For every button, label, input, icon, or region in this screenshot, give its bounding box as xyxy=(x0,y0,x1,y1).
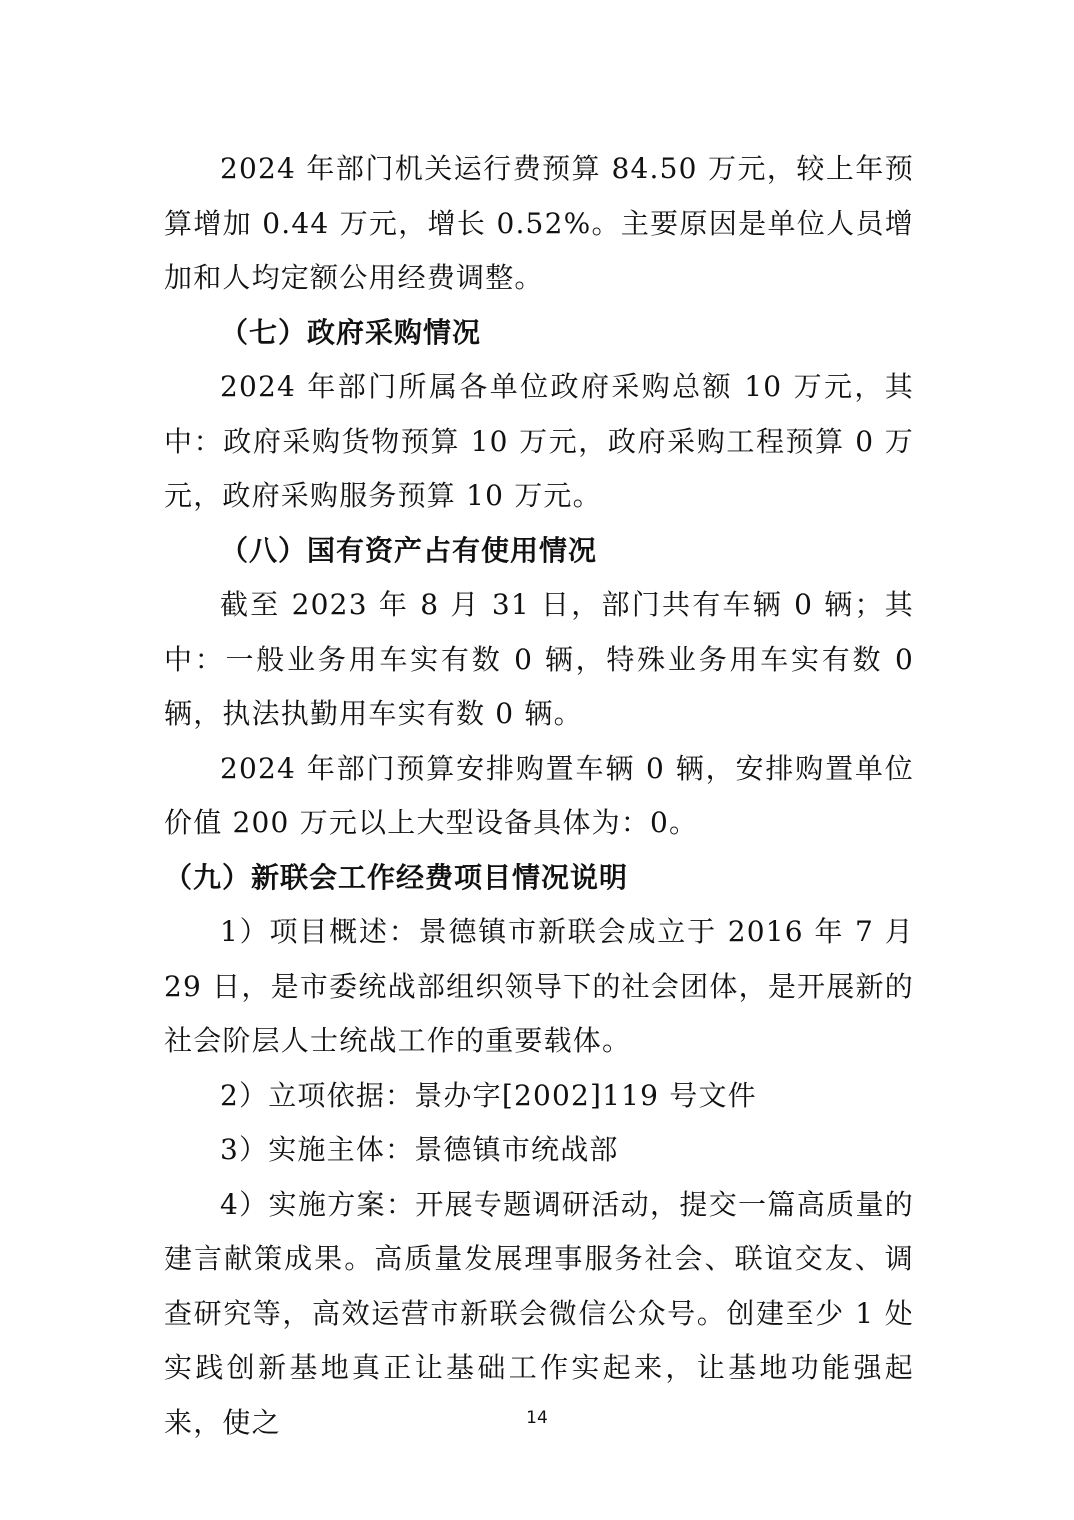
page-number: 14 xyxy=(526,1408,548,1428)
paragraph-project-basis: 2）立项依据：景办字[2002]119 号文件 xyxy=(220,1078,757,1112)
paragraph-vehicles: 截至 2023 年 8 月 31 日，部门共有车辆 0 辆；其中：一般业务用车实有数 0 辆，特殊业务用车实有数 0 辆，执法执勤用车实有数 0 辆。 xyxy=(164,588,914,730)
paragraph-implementation-plan: 4）实施方案：开展专题调研活动，提交一篇高质量的建言献策成果。高质量发展理事服务社会、联谊交友、调查研究等，高效运营市新联会微信公众号。创建至少 1 处实践创新基地真正让基础工作实起来，让基地功能强起来，使之 xyxy=(164,1187,914,1439)
heading-new-association-project: （九）新联会工作经费项目情况说明 xyxy=(164,860,629,894)
page-body xyxy=(164,142,914,1450)
heading-government-procurement: （七）政府采购情况 xyxy=(220,315,482,349)
paragraph-operating-expenses: 2024 年部门机关运行费预算 84.50 万元，较上年预算增加 0.44 万元，增长 0.52%。主要原因是单位人员增加和人均定额公用经费调整。 xyxy=(164,152,914,294)
paragraph-vehicle-budget: 2024 年部门预算安排购置车辆 0 辆，安排购置单位价值 200 万元以上大型设备具体为：0。 xyxy=(164,751,914,839)
heading-state-assets: （八）国有资产占有使用情况 xyxy=(220,533,598,567)
paragraph-project-overview: 1）项目概述：景德镇市新联会成立于 2016 年 7 月 29 日，是市委统战部组织领导下的社会团体，是开展新的社会阶层人士统战工作的重要载体。 xyxy=(164,915,914,1057)
paragraph-procurement: 2024 年部门所属各单位政府采购总额 10 万元，其中：政府采购货物预算 10 万元，政府采购工程预算 0 万元，政府采购服务预算 10 万元。 xyxy=(164,370,914,512)
paragraph-implementing-body: 3）实施主体：景德镇市统战部 xyxy=(220,1133,619,1166)
